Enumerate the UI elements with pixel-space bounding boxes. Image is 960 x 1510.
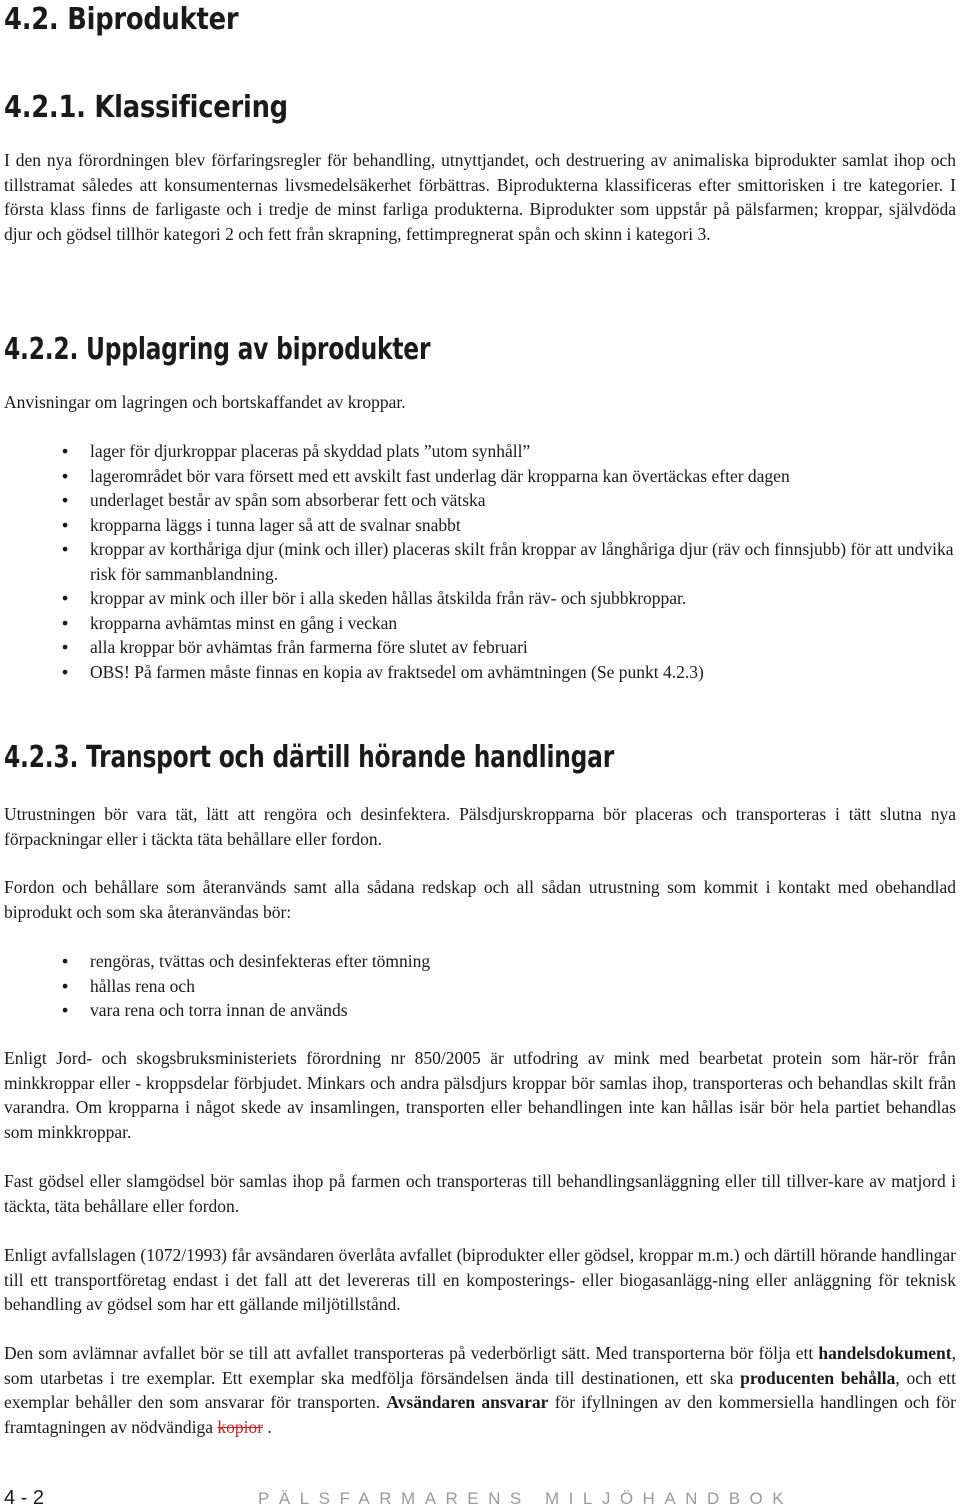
- section-heading-4-2-2: [4, 332, 956, 368]
- bullet-list: [4, 949, 956, 1023]
- storage-bullet-list: [4, 439, 956, 684]
- paragraph-fordon: [4, 875, 956, 924]
- list-item-text: kropparna avhämtas minst en gång i veckan: [90, 612, 398, 633]
- heading-biprodukter: 4.2. Biprodukter: [4, 2, 239, 37]
- paragraph-avfallslagen: [4, 1243, 956, 1317]
- list-item-text: OBS! På farmen måste finnas en kopia av fraktsedel om avhämtningen (Se punkt 4.2.3): [90, 661, 704, 682]
- text-run: .: [263, 1416, 272, 1437]
- list-item: [4, 488, 956, 513]
- bullet-icon: •: [62, 975, 69, 996]
- section-heading-4-2: [4, 2, 956, 38]
- bullet-icon: •: [62, 490, 69, 510]
- list-item-text: lager för djurkroppar placeras på skyddad plats ”utom synhåll”: [90, 441, 531, 461]
- bullet-icon: •: [62, 637, 69, 657]
- struck-kopior: kopior: [217, 1416, 264, 1437]
- list-item: [4, 974, 956, 999]
- text-run: för ifyllningen av den kommersiella handlingen och för framtagningen av nödvändiga: [4, 1392, 956, 1437]
- paragraph-text: Enligt avfallslagen (1072/1993) får avsändaren överlåta avfallet (biprodukter eller gödsel, kroppar m.m.) och därtill hörande handlingar till ett transportföretag endast i det fall att det levereras till en komposterings- eller biogasanlägg-ning eller anläggning för teknisk behandling av gödsel som har ett gällande miljötillstånd.: [4, 1245, 956, 1314]
- list-item: [4, 660, 956, 685]
- list-item: [4, 537, 956, 586]
- paragraph-anvisningar: [4, 390, 956, 415]
- bullet-icon: •: [62, 661, 69, 682]
- bold-producenten-behalla: producenten behålla: [740, 1367, 896, 1388]
- paragraph-avlamnar: [4, 1341, 956, 1439]
- list-item-text: kroppar av korthåriga djur (mink och iller) placeras skilt från kroppar av långhåriga djur (räv och finnsjubb) för att undvika risk för sammanblandning.: [90, 539, 954, 584]
- list-item-text: lagerområdet bör vara försett med ett avskilt fast underlag där kropparna kan övertäckas efter dagen: [90, 465, 790, 486]
- footer-page-number: 4 - 2: [4, 1487, 45, 1509]
- paragraph-text: Fordon och behållare som återanvänds samt alla sådana redskap och all sådan utrustning som kommit i kontakt med obehandlad biprodukt och som ska återanvändas bör:: [4, 877, 956, 922]
- paragraph-utrustning: [4, 802, 956, 851]
- bullet-icon: •: [62, 588, 69, 608]
- list-item-text: vara rena och torra innan de används: [90, 1000, 348, 1020]
- paragraph-forordning: [4, 1046, 956, 1144]
- text-run: , och ett exemplar behåller den som ansvarar för transporten.: [4, 1367, 957, 1412]
- list-item: [4, 464, 956, 489]
- heading-klassificering: 4.2.1. Klassificering: [4, 90, 288, 125]
- heading-transport: 4.2.3. Transport och därtill hörande handlingar: [4, 740, 615, 775]
- list-item-text: alla kroppar bör avhämtas från farmerna före slutet av februari: [90, 637, 528, 657]
- bullet-icon: •: [62, 441, 69, 461]
- list-item-text: kropparna läggs i tunna lager så att de svalnar snabbt: [90, 514, 461, 535]
- paragraph-text: Utrustningen bör vara tät, lätt att rengöra och desinfektera. Pälsdjurskropparna bör placeras och transporteras i tätt slutna nya förpackningar eller i täckta täta behållare eller fordon.: [4, 804, 956, 849]
- list-item: [4, 998, 956, 1023]
- paragraph-text: Fast gödsel eller slamgödsel bör samlas ihop på farmen och transporteras till behandlingsanläggning eller till tillver-kare av matjord i täckta, täta behållare eller fordon.: [4, 1171, 956, 1216]
- paragraph-godsel: [4, 1169, 956, 1218]
- bullet-icon: •: [62, 465, 69, 486]
- bullet-icon: •: [62, 1000, 69, 1020]
- list-item-text: hållas rena och: [90, 975, 195, 996]
- bullet-icon: •: [62, 514, 69, 535]
- list-item: [4, 611, 956, 636]
- list-item: [4, 586, 956, 611]
- bullet-icon: •: [62, 539, 69, 559]
- text-run: , som utarbetas i tre exemplar. Ett exemplar ska medfölja försändelsen ända till destinationen, ett ska: [4, 1343, 956, 1388]
- bullet-list: [4, 439, 956, 684]
- list-item-text: kroppar av mink och iller bör i alla skeden hållas åtskilda från räv- och sjubbkroppar.: [90, 588, 687, 608]
- cleaning-bullet-list: [4, 949, 956, 1023]
- list-item: [4, 439, 956, 464]
- paragraph-text: Enligt Jord- och skogsbruksministeriets förordning nr 850/2005 är utfodring av mink med bearbetat protein som här-rör från minkkroppar eller - kroppsdelar förbjudet. Minkars och andra pälsdjurs kroppar bör samlas ihop, transporteras och behandlas skilt från varandra. Om kropparna i något skede av insamlingen, transporten eller behandlingen inte kan hållas isär bör hela partiet behandlas som minkkroppar.: [4, 1048, 956, 1142]
- heading-upplagring: 4.2.2. Upplagring av biprodukter: [4, 332, 431, 367]
- bullet-icon: •: [62, 612, 69, 633]
- bold-avsandaren-ansvarar: Avsändaren ansvarar: [386, 1392, 549, 1412]
- footer-book-title: PÄLSFARMARENS MILJÖHANDBOK: [258, 1489, 794, 1508]
- bold-handelsdokument: handelsdokument: [818, 1343, 952, 1363]
- section-heading-4-2-1: [4, 90, 956, 126]
- paragraph-text: I den nya förordningen blev förfaringsregler för behandling, utnyttjandet, och destruering av animaliska biprodukter samlat ihop och tillstramat således att konsumenternas livsmedelsäkerhet förbättras. Biprodukterna klassificeras efter smittorisken i tre kategorier. I första klass finns de farligaste och i tredje de minst farliga produkterna. Biprodukter som uppstår på pälsfarmen; kroppar, självdöda djur och gödsel tillhör kategori 2 och fett från skrapning, fettimpregnerat spån och skinn i kategori 3.: [4, 150, 956, 244]
- text-run: Den som avlämnar avfallet bör se till att avfallet transporteras på vederbörligt sätt. Med transporterna bör följa ett: [4, 1343, 819, 1363]
- list-item: [4, 949, 956, 974]
- list-item: [4, 513, 956, 538]
- paragraph-klassificering: [4, 148, 956, 246]
- section-heading-4-2-3: [4, 740, 956, 776]
- paragraph-text: [4, 1341, 956, 1439]
- list-item-text: underlaget består av spån som absorberar fett och vätska: [90, 490, 486, 510]
- list-item: [4, 635, 956, 660]
- list-item-text: rengöras, tvättas och desinfekteras efter tömning: [90, 951, 431, 971]
- bullet-icon: •: [62, 951, 69, 971]
- paragraph-text: Anvisningar om lagringen och bortskaffandet av kroppar.: [4, 392, 406, 412]
